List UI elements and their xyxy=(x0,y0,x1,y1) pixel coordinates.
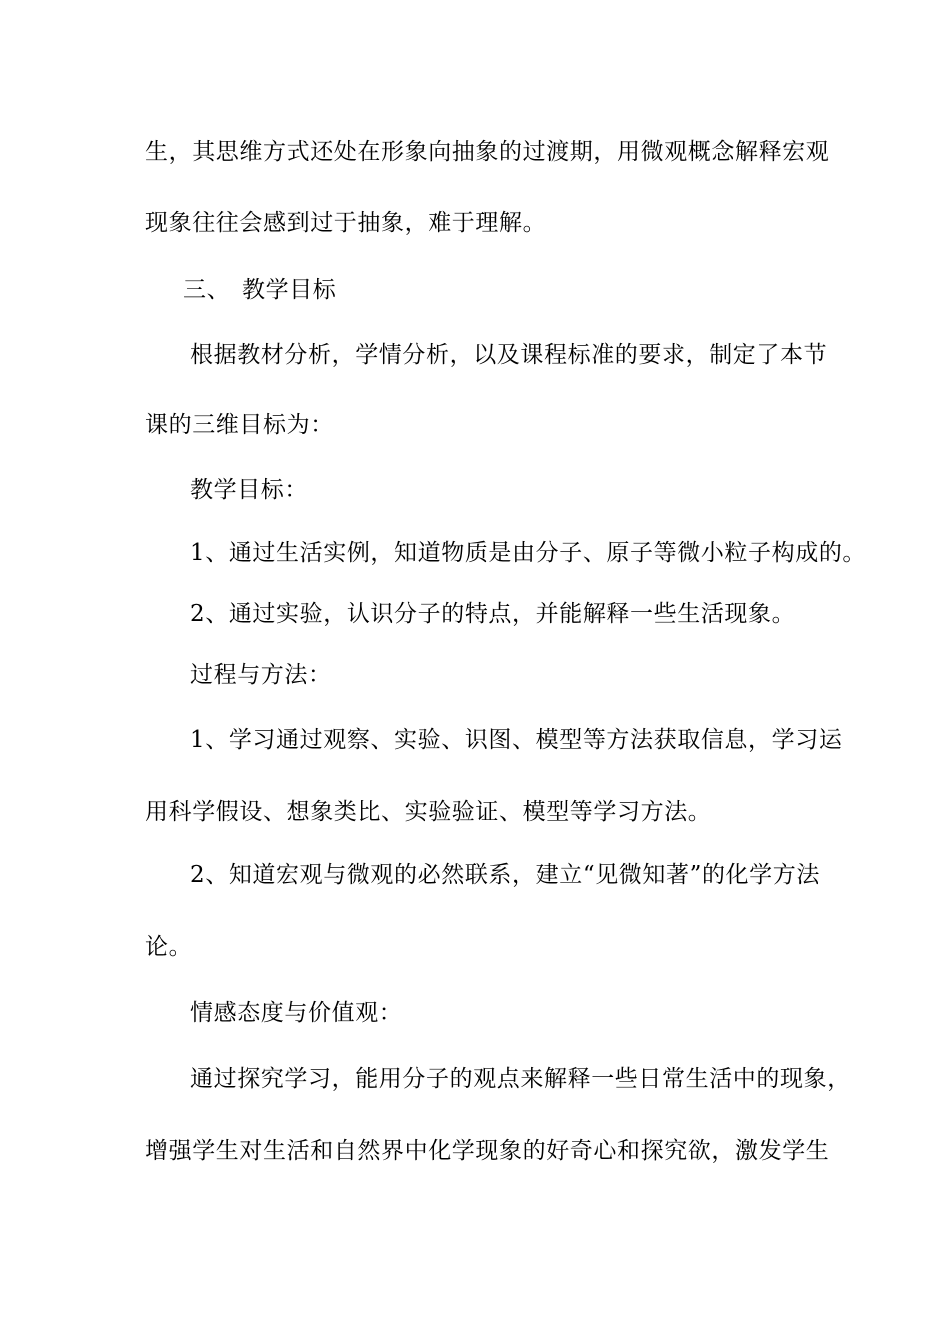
paragraph-line: 用科学假设、想象类比、实验验证、模型等学习方法。 xyxy=(145,799,712,825)
paragraph-line: 增强学生对生活和自然界中化学现象的好奇心和探究欲，激发学生 xyxy=(145,1138,830,1164)
paragraph-line: 现象往往会感到过于抽象，难于理解。 xyxy=(145,210,547,236)
section-number: 三、 xyxy=(183,277,231,303)
list-item: 1、通过生活实例，知道物质是由分子、原子等微小粒子构成的。 xyxy=(190,540,867,566)
paragraph-line: 通过探究学习，能用分子的观点来解释一些日常生活中的现象， xyxy=(190,1066,851,1092)
section-title: 教学目标 xyxy=(242,277,337,303)
subheading: 情感态度与价值观： xyxy=(190,1000,403,1026)
subheading: 过程与方法： xyxy=(190,662,332,688)
paragraph-line: 根据教材分析，学情分析，以及课程标准的要求，制定了本节 xyxy=(190,342,828,368)
list-item: 1、学习通过观察、实验、识图、模型等方法获取信息，学习运 xyxy=(190,727,843,753)
list-item: 2、通过实验，认识分子的特点，并能解释一些生活现象。 xyxy=(190,601,796,627)
list-item: 2、知道宏观与微观的必然联系，建立“见微知著”的化学方法 xyxy=(190,862,820,888)
paragraph-line: 生，其思维方式还处在形象向抽象的过渡期，用微观概念解释宏观 xyxy=(145,139,830,165)
subheading: 教学目标： xyxy=(190,477,308,503)
paragraph-line: 课的三维目标为： xyxy=(145,412,334,438)
paragraph-line: 论。 xyxy=(145,934,193,960)
